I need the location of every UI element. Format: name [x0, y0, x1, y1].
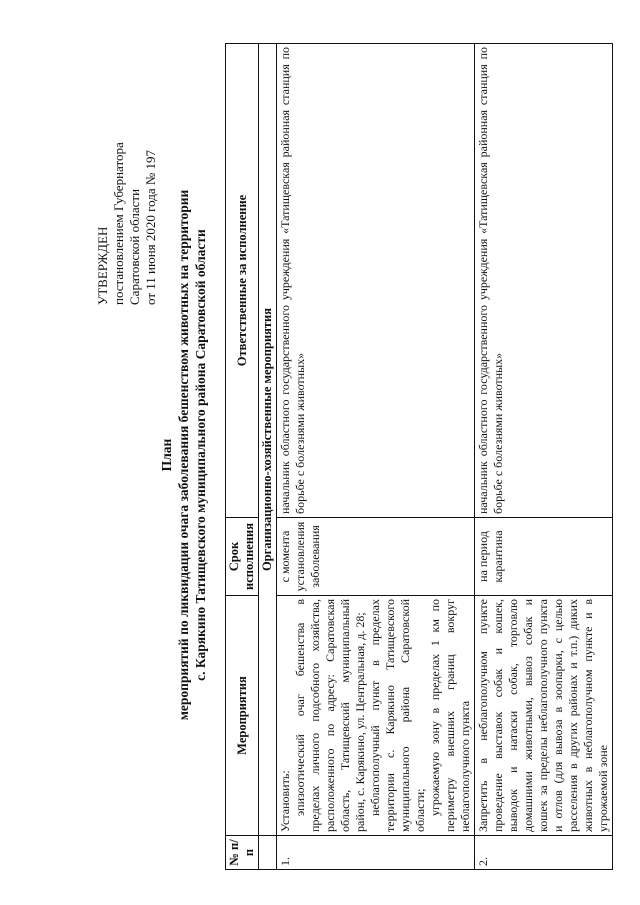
row-responsible: начальник областного государственного учреждения «Татищевская районная станция по борьбе с болезнями животных» — [475, 44, 613, 518]
approval-line-4: от 11 июня 2020 года № 197 — [143, 149, 158, 305]
section-title: Организационно-хозяйственные мероприятия — [259, 44, 277, 836]
row-num: 1. — [277, 836, 475, 870]
header-responsible: Ответственные за исполнение — [226, 44, 259, 518]
measure-text: угрожаемую зону в пределах 1 км по периметру внешних границ вокруг неблагополучного пункта — [428, 599, 472, 832]
title-line-3: с. Карякино Татищевского муниципального района Саратовской области — [193, 229, 208, 681]
row-deadline: на период карантина — [475, 518, 613, 596]
approval-line-1: УТВЕРЖДЕН — [95, 226, 110, 305]
title-line-1: План — [159, 438, 174, 472]
header-num: № п/п — [226, 836, 259, 870]
row-num: 2. — [475, 836, 613, 870]
row-measures — [277, 596, 475, 836]
header-measures: Мероприятия — [226, 596, 259, 836]
row-measures — [475, 596, 613, 836]
measure-text: Установить: — [278, 770, 292, 832]
section-row — [259, 44, 277, 870]
table-header-row — [226, 44, 259, 870]
approval-line-3: Саратовской области — [127, 188, 142, 305]
header-deadline: Срок исполнения — [226, 518, 259, 596]
table-row — [277, 44, 475, 870]
table-row — [475, 44, 613, 870]
measure-text: Запретить в неблагополучном пункте проведение выставок собак и кошек, выводок и натаски собак, торговлю домашними животными, вывоз собак и кошек за пределы неблагополучного пункта и отлов (для вывоза в зоопарки, с целью расселения в других районах и т.п.) диких животных в неблагополучном пункте и в угрожаемой зоне — [476, 599, 610, 832]
approval-stamp — [95, 45, 159, 305]
approval-line-2: постановлением Губернатора — [111, 142, 126, 305]
row-responsible: начальник областного государственного учреждения «Татищевская районная станция по борьбе с болезнями животных» — [277, 44, 475, 518]
plan-table — [225, 43, 613, 870]
title-line-2: мероприятий по ликвидации очага заболевания бешенством животных на территории — [176, 189, 191, 721]
measure-text: эпизоотический очаг бешенства в пределах личного подсобного хозяйства, расположенного по адресу: Саратовская область, Татищевский муниципальный район, с. Карякино, ул. Центральная, д. 28; — [293, 599, 367, 832]
document-title — [158, 85, 209, 825]
row-deadline: с момента установления заболевания — [277, 518, 475, 596]
measure-text: неблагополучный пункт в пределах территории с. Карякино Татищевского муниципального района Саратовской области; — [368, 599, 427, 832]
